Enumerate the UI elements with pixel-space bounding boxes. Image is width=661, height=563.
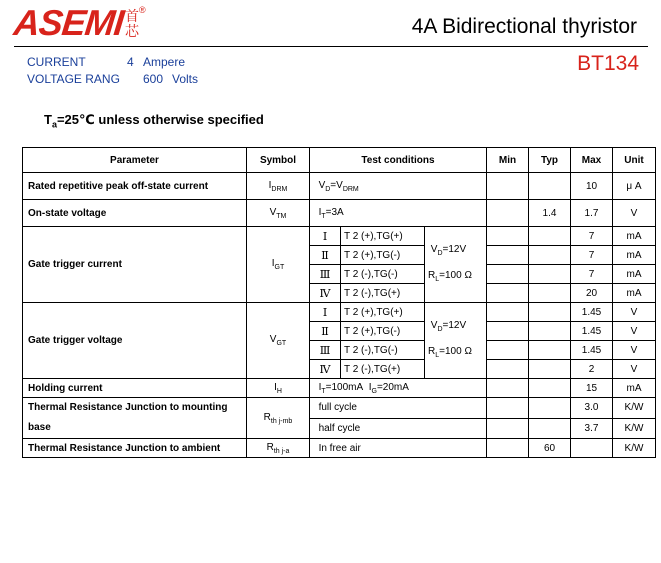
voltage-value: 600 (143, 72, 164, 86)
registered-mark: ® (139, 5, 146, 15)
max-cell: 7 (571, 246, 613, 265)
unit-cell: V (613, 341, 656, 360)
rl-sub: L (435, 275, 440, 283)
condition-cell: T 2 (+),TG(-) (341, 322, 425, 341)
symbol-sub: TM (276, 212, 287, 220)
cond-text: half cycle (318, 422, 361, 434)
quadrant-cell: Ⅱ (310, 246, 341, 265)
c2-val: =20mA (376, 381, 409, 393)
cond-b: =V (330, 179, 343, 191)
min-cell (487, 322, 529, 341)
condition-cell (310, 173, 487, 200)
rl-val: =100 Ω (439, 345, 472, 357)
cond-a-sub: D (325, 185, 331, 193)
table-row (23, 200, 656, 227)
condition-cell: T 2 (-),TG(-) (341, 341, 425, 360)
max-cell (571, 439, 613, 458)
cond-a-sub: T (321, 212, 326, 220)
symbol-sub: GT (274, 264, 285, 271)
table-row (23, 379, 656, 398)
typ-cell (529, 398, 571, 419)
param-cell: Gate trigger current (23, 227, 247, 303)
condition-cell: T 2 (-),TG(+) (341, 360, 425, 379)
vd-sub: D (437, 249, 443, 257)
spec-table (22, 147, 656, 458)
vd-sub: D (437, 325, 443, 333)
cond-b-sub: DRM (342, 185, 359, 193)
temperature-condition (44, 112, 264, 130)
symbol-main: I (268, 179, 272, 191)
brand-cn-char-2: 芯 (125, 24, 140, 40)
brand-chinese (125, 10, 139, 40)
min-cell (487, 398, 529, 419)
condition-cell: T 2 (+),TG(+) (341, 227, 425, 246)
symbol-sub: th j-mb (270, 417, 293, 425)
header-typ: Typ (529, 148, 571, 173)
cond-rest: =25℃ unless otherwise specified (56, 112, 264, 127)
typ-cell (529, 246, 571, 265)
voltage-unit: Volts (172, 72, 199, 86)
min-cell (487, 360, 529, 379)
min-cell (487, 246, 529, 265)
vd-val: =12V (442, 319, 467, 331)
table-row (23, 398, 656, 419)
c1: I (318, 381, 322, 393)
max-cell: 1.45 (571, 322, 613, 341)
quadrant-cell: Ⅰ (310, 227, 341, 246)
typ-cell (529, 303, 571, 322)
symbol-sub: GT (276, 340, 287, 347)
rl-val: =100 Ω (439, 269, 472, 281)
param-cell: Thermal Resistance Junction to ambient (23, 439, 247, 458)
unit-cell: V (613, 200, 656, 227)
unit-cell: mA (613, 379, 656, 398)
voltage-label: VOLTAGE RANG (27, 72, 120, 86)
header-parameter: Parameter (23, 148, 247, 173)
symbol-main: I (274, 381, 277, 393)
quadrant-cell: Ⅲ (310, 265, 341, 284)
unit-cell: K/W (613, 398, 656, 419)
param-cell: Rated repetitive peak off-state current (23, 173, 247, 200)
vd-line (428, 239, 483, 265)
unit-cell: V (613, 360, 656, 379)
header-unit: Unit (613, 148, 656, 173)
unit-cell: K/W (613, 439, 656, 458)
max-cell: 15 (571, 379, 613, 398)
cond-a: I (318, 206, 322, 218)
cond-text: In free air (318, 442, 361, 454)
min-cell (487, 439, 529, 458)
header-min: Min (487, 148, 529, 173)
header-test-conditions: Test conditions (310, 148, 487, 173)
c1-sub: T (321, 387, 326, 395)
quadrant-cell: Ⅲ (310, 341, 341, 360)
quadrant-cell: Ⅰ (310, 303, 341, 322)
typ-cell (529, 379, 571, 398)
symbol-main: V (269, 206, 277, 218)
param-cell: On-state voltage (23, 200, 247, 227)
rl: R (428, 269, 436, 281)
param-cell: Thermal Resistance Junction to mounting base (23, 398, 247, 439)
symbol-cell (247, 227, 310, 303)
symbol-sub: th j-a (273, 447, 290, 455)
min-cell (487, 303, 529, 322)
max-cell: 1.7 (571, 200, 613, 227)
symbol-sub: DRM (271, 185, 288, 193)
table-header-row (23, 148, 656, 173)
condition-cell: T 2 (+),TG(+) (341, 303, 425, 322)
max-cell: 2 (571, 360, 613, 379)
max-cell: 20 (571, 284, 613, 303)
symbol-cell (247, 173, 310, 200)
min-cell (487, 418, 529, 439)
unit-cell: mA (613, 227, 656, 246)
vd: V (430, 243, 438, 255)
cond-t: T (44, 112, 52, 127)
vd-line (428, 315, 483, 341)
symbol-cell (247, 398, 310, 439)
header-divider (14, 46, 648, 47)
unit-cell: mA (613, 246, 656, 265)
symbol-sub: H (276, 387, 282, 395)
symbol-cell (247, 379, 310, 398)
typ-cell (529, 265, 571, 284)
unit-cell: K/W (613, 418, 656, 439)
condition-cell (310, 200, 487, 227)
typ-cell: 60 (529, 439, 571, 458)
symbol-main: R (266, 441, 274, 453)
current-label: CURRENT (27, 55, 86, 69)
min-cell (487, 173, 529, 200)
rl-line (428, 341, 483, 367)
vd-val: =12V (442, 243, 467, 255)
current-value: 4 (127, 55, 134, 69)
brand-cn-char-1: 首 (125, 9, 140, 25)
table-row (23, 173, 656, 200)
brand-name: ASEMI (11, 2, 126, 43)
quadrant-cell: Ⅱ (310, 322, 341, 341)
c1-val: =100mA (325, 381, 364, 393)
typ-cell: 1.4 (529, 200, 571, 227)
symbol-cell (247, 200, 310, 227)
unit-cell: μ A (613, 173, 656, 200)
max-cell: 7 (571, 265, 613, 284)
header-max: Max (571, 148, 613, 173)
typ-cell (529, 227, 571, 246)
quadrant-cell: Ⅳ (310, 284, 341, 303)
condition-cell: T 2 (-),TG(-) (341, 265, 425, 284)
unit-cell: V (613, 322, 656, 341)
table-row (23, 439, 656, 458)
c2-sub: G (371, 387, 377, 395)
max-cell: 1.45 (571, 303, 613, 322)
min-cell (487, 284, 529, 303)
cond-sub: a (51, 119, 57, 130)
param-cell: Gate trigger voltage (23, 303, 247, 379)
condition-cell (310, 398, 487, 419)
unit-cell: mA (613, 284, 656, 303)
symbol-cell (247, 439, 310, 458)
cond-b: =3A (325, 206, 344, 218)
condition-cell (310, 418, 487, 439)
max-cell: 1.45 (571, 341, 613, 360)
typ-cell (529, 341, 571, 360)
bias-cell (425, 303, 487, 379)
condition-cell: T 2 (-),TG(+) (341, 284, 425, 303)
max-cell: 7 (571, 227, 613, 246)
max-cell: 10 (571, 173, 613, 200)
document-title: 4A Bidirectional thyristor (411, 15, 637, 38)
current-unit: Ampere (143, 55, 186, 69)
symbol-main: R (263, 411, 271, 423)
unit-cell: mA (613, 265, 656, 284)
cond-text: full cycle (318, 402, 357, 414)
min-cell (487, 341, 529, 360)
condition-cell: T 2 (+),TG(-) (341, 246, 425, 265)
symbol-main: I (271, 258, 275, 269)
bias-cell (425, 227, 487, 303)
unit-cell: V (613, 303, 656, 322)
vd: V (430, 319, 438, 331)
quadrant-cell: Ⅳ (310, 360, 341, 379)
min-cell (487, 200, 529, 227)
condition-cell (310, 379, 487, 398)
cond-a: V (318, 179, 326, 191)
param-cell: Holding current (23, 379, 247, 398)
condition-cell (310, 439, 487, 458)
max-cell: 3.0 (571, 398, 613, 419)
header-symbol: Symbol (247, 148, 310, 173)
rl-sub: L (435, 351, 440, 359)
min-cell (487, 227, 529, 246)
typ-cell (529, 322, 571, 341)
part-number: BT134 (577, 52, 639, 75)
typ-cell (529, 418, 571, 439)
rl: R (428, 345, 436, 357)
rl-line (428, 265, 483, 291)
brand-logo (11, 2, 146, 43)
typ-cell (529, 284, 571, 303)
min-cell (487, 379, 529, 398)
symbol-main: V (269, 334, 277, 345)
min-cell (487, 265, 529, 284)
max-cell: 3.7 (571, 418, 613, 439)
typ-cell (529, 360, 571, 379)
symbol-cell (247, 303, 310, 379)
typ-cell (529, 173, 571, 200)
c2: I (368, 381, 372, 393)
table-row (23, 303, 656, 322)
table-row (23, 227, 656, 246)
